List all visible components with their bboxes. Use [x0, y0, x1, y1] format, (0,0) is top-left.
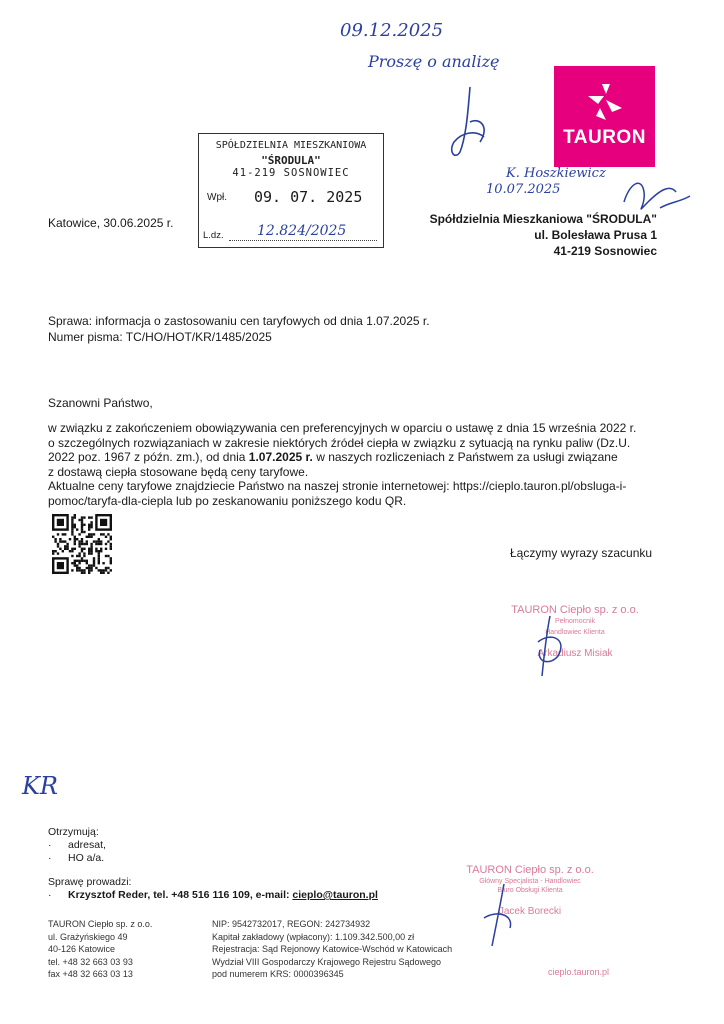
- body-line: Aktualne ceny taryfowe znajdziecie Państwo na naszej stronie internetowej: https://cieplo.tauron.pl/obsluga-i-: [48, 479, 627, 493]
- recipient-street: ul. Bolesława Prusa 1: [534, 228, 657, 242]
- footer-line: ul. Grażyńskiego 49: [48, 931, 128, 942]
- received-item: · adresat,: [48, 839, 106, 851]
- handler-name: Krzysztof Reder, tel. +48 516 116 109, e-mail:: [68, 889, 293, 901]
- stamp-ldz-value: 12.824/2025: [257, 223, 347, 239]
- body-line: z dostawą ciepła stosowane będą ceny taryfowe.: [48, 464, 309, 479]
- effective-date: 1.07.2025 r.: [248, 450, 313, 464]
- recipient-name: Spółdzielnia Mieszkaniowa "ŚRODULA": [429, 212, 657, 226]
- subject-line: Sprawa: informacja o zastosowaniu cen taryfowych od dnia 1.07.2025 r.: [48, 314, 430, 328]
- stamp-line2: "ŚRODULA": [261, 154, 321, 167]
- qr-code: [52, 514, 112, 574]
- footer-line: pod numerem KRS: 0000396345: [212, 969, 344, 979]
- footer-line: TAURON Ciepło sp. z o.o.: [48, 919, 153, 929]
- stamp-line3: 41-219 SOSNOWIEC: [232, 167, 350, 179]
- footer-line: tel. +48 32 663 03 93: [48, 956, 133, 967]
- received-item: · HO a/a.: [48, 852, 105, 864]
- signature-stamp-2: [430, 864, 630, 917]
- recipient-city: 41-219 Sosnowiec: [553, 244, 657, 258]
- handwritten-date: 09.12.2025: [340, 20, 444, 41]
- stamp2-company: TAURON Ciepło sp. z o.o.: [466, 864, 594, 876]
- tauron-logo: [554, 66, 655, 167]
- footer-website[interactable]: cieplo.tauron.pl: [548, 967, 610, 977]
- handwritten-name: K. Hoszkiewicz: [506, 166, 606, 181]
- handwritten-signature-top: [440, 82, 500, 162]
- stamp-wpl-label: Wpł.: [207, 192, 227, 203]
- body-paragraph: [48, 421, 678, 508]
- footer-line: Wydział VIII Gospodarczy Krajowego Rejestru Sądowego: [212, 956, 442, 967]
- place-date: Katowice, 30.06.2025 r.: [48, 216, 174, 230]
- received-label: Otrzymują:: [48, 826, 99, 838]
- body-line: 2022 poz. 1967 z późn. zm.), od dnia 1.07.2025 r. w naszych rozliczeniach z Państwem za usługi związane: [48, 450, 618, 464]
- stamp1-role2: Handlowiec Klienta: [545, 629, 605, 636]
- logo-wordmark: TAURON: [563, 127, 646, 148]
- salutation: Szanowni Państwo,: [48, 396, 153, 410]
- stamp2-role2: Biuro Obsługi Klienta: [497, 887, 563, 894]
- footer-line: fax +48 32 663 03 13: [48, 969, 133, 979]
- stamp-ldz-label: L.dz.: [203, 230, 224, 241]
- closing-phrase: Łączymy wyrazy szacunku: [510, 546, 653, 560]
- body-line: w związku z zakończeniem obowiązywania cen preferencyjnych w oparciu o ustawę z dnia 15 września 2022 r.: [48, 421, 637, 435]
- body-line: pomoc/taryfa-dla-ciepla lub po zeskanowaniu poniższego kodu QR.: [48, 493, 407, 508]
- footer-line: NIP: 9542732017, REGON: 242734932: [212, 919, 371, 929]
- footer-line: 40-126 Katowice: [48, 944, 116, 954]
- handler-label: Sprawę prowadzi:: [48, 876, 132, 888]
- stamp-line1: SPÓŁDZIELNIA MIESZKANIOWA: [215, 140, 367, 151]
- stamp1-name: Arkadiusz Misiak: [537, 648, 613, 659]
- footer-registration: [212, 918, 452, 981]
- handwritten-date-right: 10.07.2025: [486, 182, 561, 197]
- incoming-stamp: [198, 133, 384, 248]
- stamp2-role1: Główny Specjalista - Handlowiec: [479, 878, 581, 885]
- stamp2-name: Jacek Borecki: [498, 906, 562, 917]
- stamp1-role1: Pełnomocnik: [554, 618, 596, 625]
- letter-number: Numer pisma: TC/HO/HOT/KR/1485/2025: [48, 330, 272, 344]
- handwritten-note: Proszę o analizę: [368, 52, 500, 71]
- footer-line: Kapitał zakładowy (wpłacony): 1.109.342.500,00 zł: [212, 931, 415, 942]
- tauron-emblem-icon: [584, 82, 626, 122]
- handler-email-link[interactable]: cieplo@tauron.pl: [292, 889, 378, 901]
- stamp1-company: TAURON Ciepło sp. z o.o.: [511, 604, 639, 616]
- footer-line: Rejestracja: Sąd Rejonowy Katowice-Wschód w Katowicach: [212, 944, 453, 954]
- handler-line: · Krzysztof Reder, tel. +48 516 116 109, e-mail: cieplo@tauron.pl: [48, 889, 378, 901]
- stamp-ldz-dots: [229, 240, 377, 241]
- footer-company: [48, 918, 152, 981]
- handwritten-initials: KR: [22, 772, 58, 800]
- body-line: o szczególnych rozwiązaniach w zakresie niektórych źródeł ciepła w związku z sytuacją na rynku paliw (Dz.U.: [48, 435, 631, 450]
- stamp-wpl-date: 09. 07. 2025: [254, 188, 363, 206]
- signature-2: [470, 880, 530, 950]
- signature-1: [520, 612, 580, 682]
- recipient-address: [430, 211, 657, 259]
